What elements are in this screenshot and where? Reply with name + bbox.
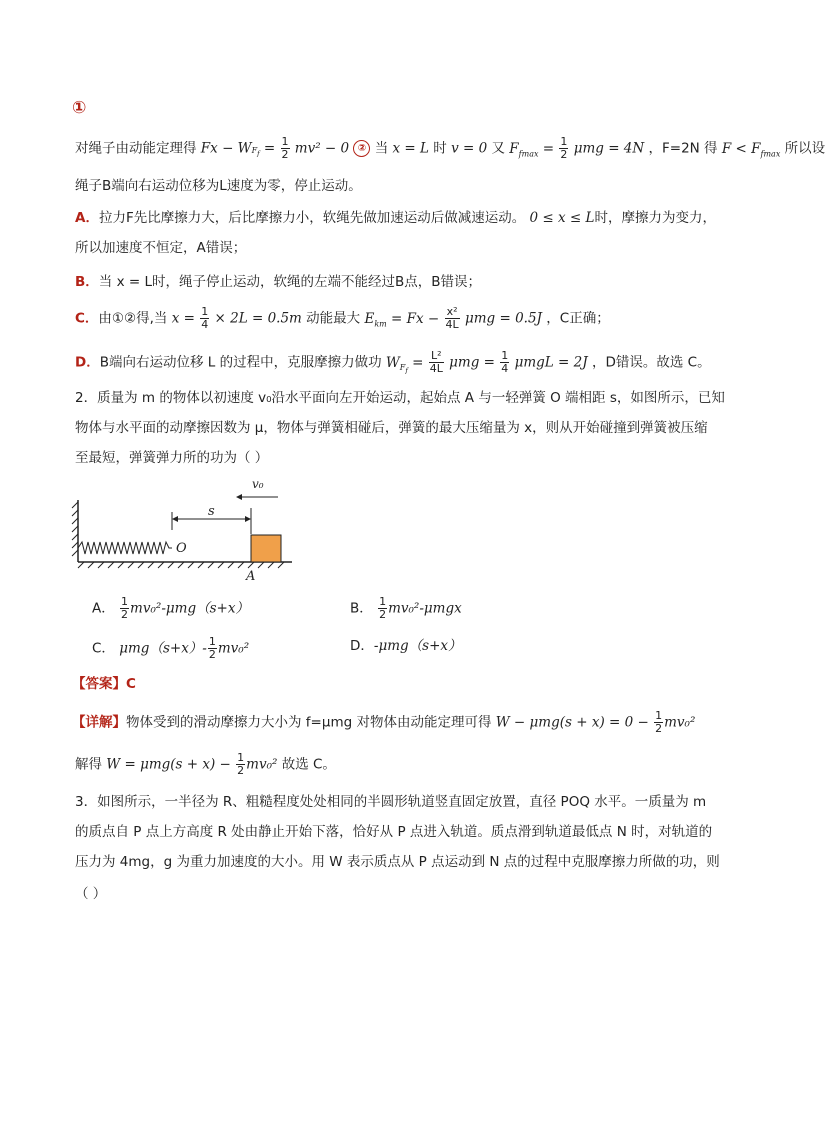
block	[251, 535, 281, 562]
choice-d: D．-μmg（s+x）	[350, 638, 462, 654]
point-a-label: A	[246, 569, 256, 584]
wall-hatching	[72, 502, 78, 556]
option-c-line: C．由①②得,当 x = $\frac{1}{4}$ × 2L = 0.5m 动能最大 $E_{km} = Fx$ − $\frac{\text{x²}}{4L}$ μmg = 0.5J ，C正确；	[75, 305, 610, 331]
option-a-line2: 所以加速度不恒定，A错误；	[75, 240, 247, 256]
circled-one-mark: ①	[72, 98, 87, 118]
option-a-line: A．拉力F先比摩擦力大，后比摩擦力小，软绳先做加速运动后做减速运动。 0 ≤ x ≤ L时，摩擦力为变力，	[75, 210, 716, 226]
detail-line2: 解得 W = μmg(s + x) − $\frac{1}{2}$ mv₀² 故选 C。	[75, 751, 336, 777]
q3-line1: 3．如图所示，一半径为 R、粗糙程度处处相同的半圆形轨道竖直固定放置，直径 POQ 水平。一质量为 m	[75, 794, 707, 810]
option-b-line: B．当 x = L时，绳子停止运动，软绳的左端不能经过B点，B错误；	[75, 274, 482, 290]
q3-line2: 的质点自 P 点上方高度 R 处由静止开始下落，恰好从 P 点进入轨道。质点滑到轨道最低点 N 时，对轨道的	[75, 824, 713, 840]
answer-line: 【答案】C	[72, 676, 136, 692]
option-d-line: D．B端向右运动位移 L 的过程中，克服摩擦力做功 $W_{F_f}$ = $\frac{\text{L²}}{4L}$ μmg = $\frac{1}{4}$ μmgL = 2J ，D错误。故选 C。	[75, 349, 711, 375]
q3-line4: （ ）	[75, 886, 107, 902]
velocity-arrow-head	[236, 494, 242, 500]
q3-line3: 压力为 4mg，g 为重力加速度的大小。用 W 表示质点从 P 点运动到 N 点的过程中克服摩擦力所做的功，则	[75, 854, 720, 870]
choice-b: B． $\frac{1}{2}$ mv₀²-μmgx	[350, 595, 462, 621]
q2-line2: 物体与水平面的动摩擦因数为 μ，物体与弹簧相碰后，弹簧的最大压缩量为 x，则从开始碰撞到弹簧被压缩	[75, 420, 708, 436]
spring-block-figure	[70, 472, 300, 584]
s-arrow-right	[245, 516, 251, 522]
p1-pre: 对绳子由动能定理得	[75, 140, 197, 157]
ground-hatching	[78, 562, 284, 568]
spring	[78, 542, 172, 554]
choice-a: A． $\frac{1}{2}$ mv₀²-μmg（s+x）	[92, 595, 249, 621]
detail-line1: 【详解】物体受到的滑动摩擦力大小为 f=μmg 对物体由动能定理可得 W − μmg(s + x) = 0 − $\frac{1}{2}$ mv₀²	[72, 709, 696, 735]
half-fraction: $\frac{1}{2}$	[281, 135, 289, 161]
kinetic-energy-line: 对绳子由动能定理得 $Fx - WF_f$ = $\frac{1}{2}$ mv² − 0 ② 当 x = L 时 v = 0 又 $F_{fmax}$ = $\frac{1}{2}$ μmg = 4N ，F=2N 得 $F < F_{fmax}$ 所以设	[75, 135, 825, 161]
s-label: s	[208, 504, 215, 519]
point-o-label: O	[176, 541, 187, 556]
q2-line1: 2．质量为 m 的物体以初速度 v₀沿水平面向左开始运动，起始点 A 与一轻弹簧 O 端相距 s，如图所示，已知	[75, 390, 725, 406]
p1-continuation: 绳子B端向右运动位移为L速度为零，停止运动。	[75, 178, 362, 194]
q2-line3: 至最短，弹簧弹力所的功为（ ）	[75, 450, 269, 466]
s-arrow-left	[172, 516, 178, 522]
choice-c: C． μmg（s+x）- $\frac{1}{2}$ mv₀²	[92, 635, 250, 661]
circled-two: ②	[353, 140, 370, 157]
velocity-label: v₀	[252, 477, 264, 491]
